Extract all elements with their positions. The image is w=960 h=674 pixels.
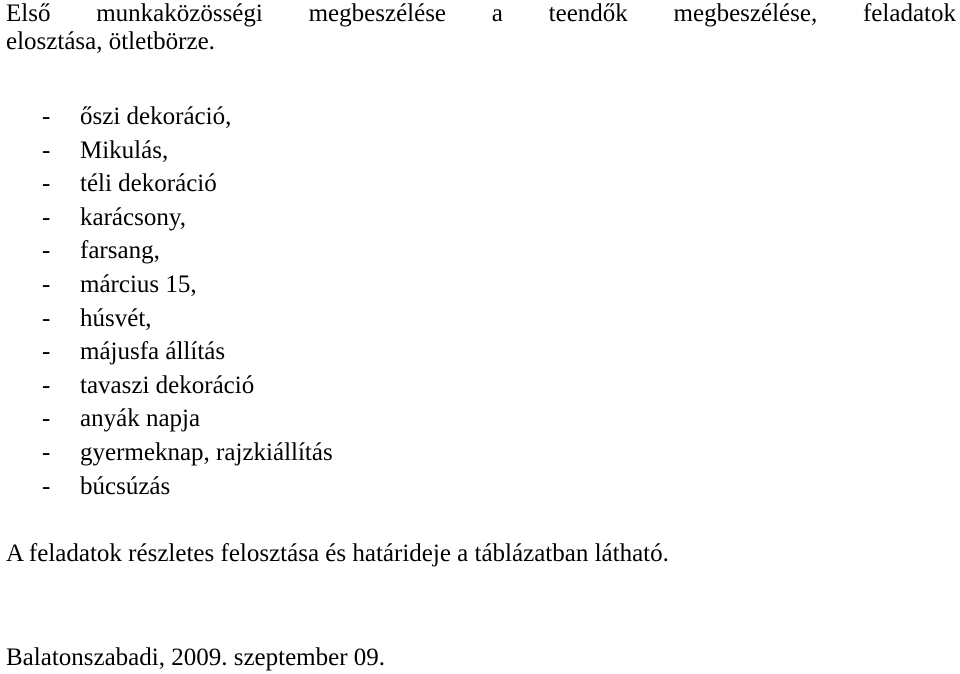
list-dash: - (42, 304, 51, 332)
list-item-text: őszi dekoráció, (80, 103, 232, 130)
summary-paragraph: A feladatok részletes felosztása és határideje a táblázatban látható. (6, 540, 669, 567)
list-dash: - (42, 270, 51, 298)
list-dash: - (42, 338, 51, 366)
list-dash: - (42, 103, 51, 130)
list-dash: - (42, 237, 51, 265)
list-item-text: karácsony, (80, 203, 186, 231)
list-item-text: májusfa állítás (80, 338, 226, 366)
list-item-text: tavaszi dekoráció (80, 371, 255, 399)
list-item-text: március 15, (80, 270, 197, 298)
list-item-text: farsang, (80, 237, 160, 265)
list-dash: - (42, 170, 51, 198)
intro-line-2: elosztása, ötletbörze. (6, 28, 215, 55)
intro-line-1: Első munkaközösségi megbeszélése a teendők megbeszélése, feladatok (6, 0, 956, 27)
list-item-text: Mikulás, (80, 136, 169, 164)
list-item-text: gyermeknap, rajzkiállítás (80, 438, 333, 466)
list-dash: - (42, 405, 51, 433)
list-dash: - (42, 203, 51, 231)
place-date-line: Balatonszabadi, 2009. szeptember 09. (6, 644, 386, 671)
list-dash: - (42, 472, 51, 500)
list-item-text: búcsúzás (80, 472, 171, 500)
list-dash: - (42, 136, 51, 164)
list-dash: - (42, 438, 51, 466)
list-dash: - (42, 371, 51, 399)
list-item-text: anyák napja (80, 405, 201, 433)
intro-paragraph (6, 0, 956, 56)
list-item-text: húsvét, (80, 304, 152, 332)
list-item-text: téli dekoráció (80, 170, 217, 198)
